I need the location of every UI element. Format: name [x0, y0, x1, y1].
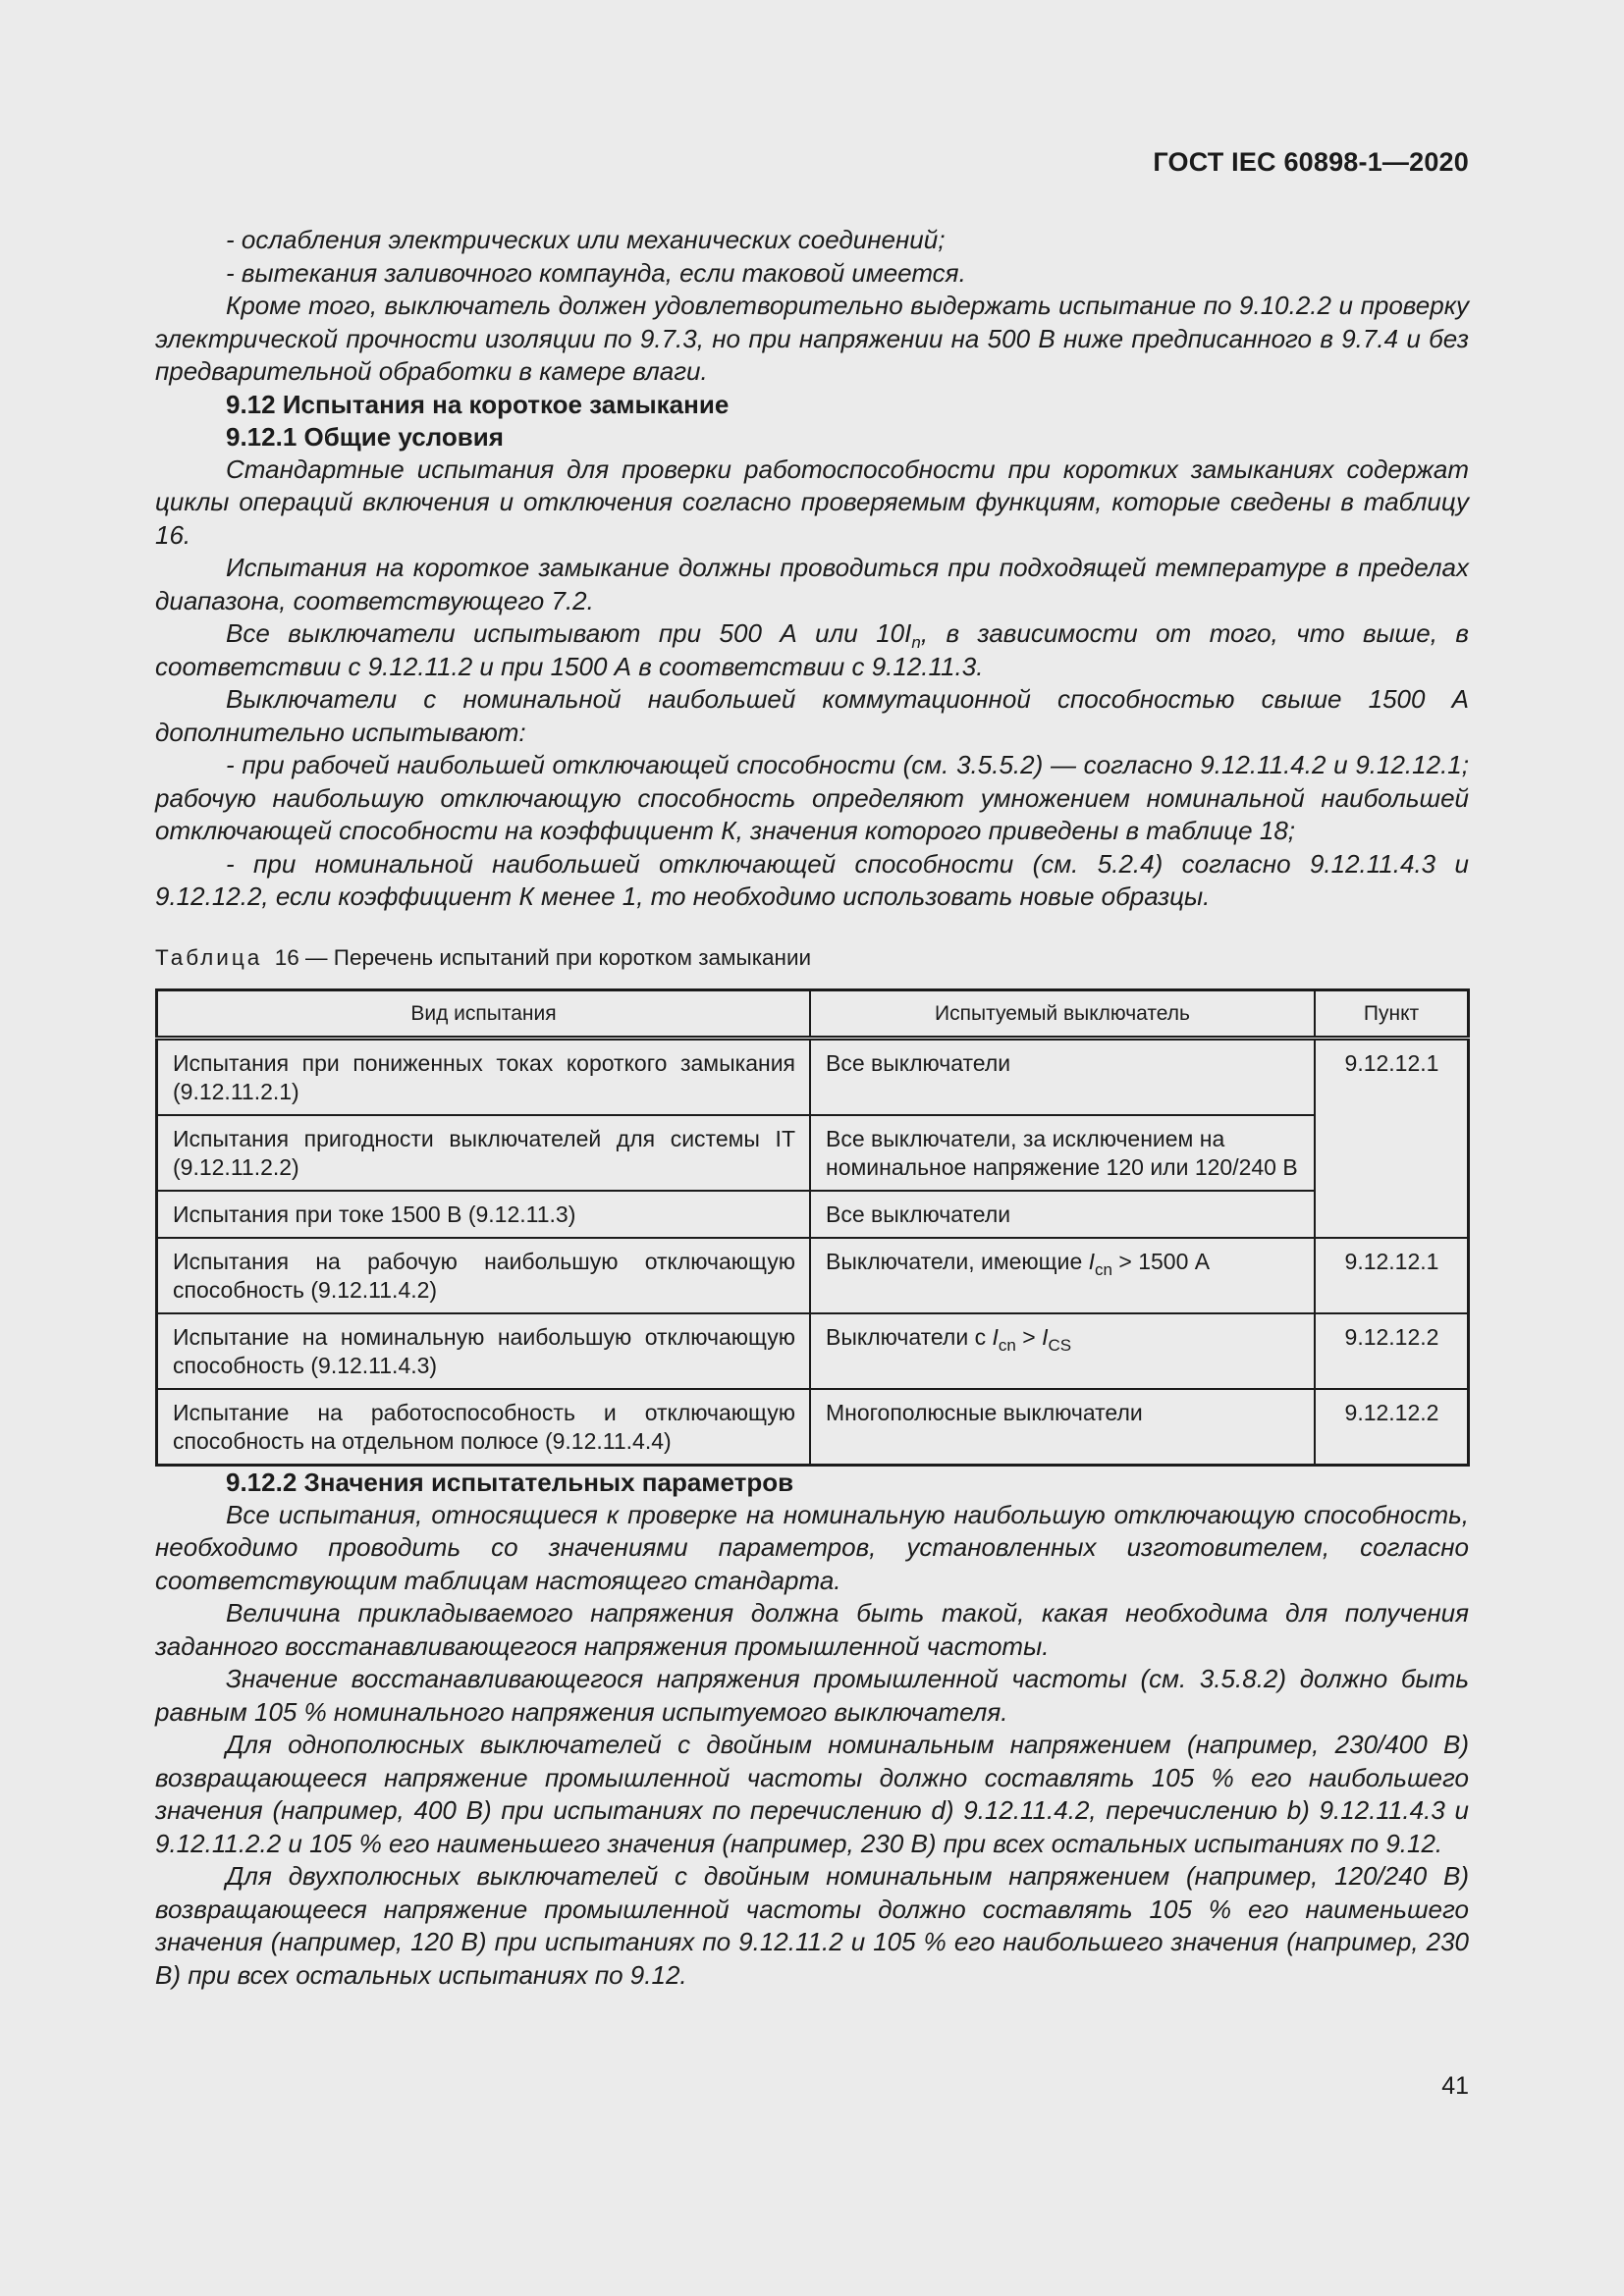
body-paragraph: Величина прикладываемого напряжения должна быть такой, какая необходима для получения заданного восстанавливающегося напряжения промышленной частоты. — [155, 1598, 1469, 1661]
subscript: cn — [998, 1335, 1016, 1355]
cell-device: Все выключатели — [810, 1191, 1315, 1238]
cell-clause: 9.12.12.2 — [1315, 1389, 1469, 1466]
text-fragment: > — [1015, 1323, 1043, 1350]
section-heading-9-12: 9.12 Испытания на короткое замыкание — [226, 389, 730, 419]
body-paragraph — [155, 617, 1469, 683]
column-header-clause: Пункт — [1315, 989, 1469, 1038]
body-paragraph: Испытания на короткое замыкание должны проводиться при подходящей температуре в пределах диапазона, соответствующего 7.2. — [155, 553, 1469, 615]
table-16 — [155, 988, 1470, 1467]
intro-paragraph: - ослабления электрических или механических соединений; — [226, 225, 946, 254]
text-fragment: Все выключатели испытывают при 500 А или 10I — [226, 618, 912, 648]
body-paragraph: Значение восстанавливающегося напряжения промышленной частоты (см. 3.5.8.2) должно быть равным 105 % номинального напряжения испытуемого выключателя. — [155, 1664, 1469, 1727]
page-number: 41 — [1441, 2072, 1469, 2100]
body-paragraph: - при рабочей наибольшей отключающей способности (см. 3.5.5.2) — согласно 9.12.11.4.2 и 9.12.12.1; рабочую наибольшую отключающую способность определяют умножением номинальной наибольшей отключающей способности на коэффициент К, значения которого приведены в таблице 18; — [155, 750, 1469, 845]
subscript: n — [911, 633, 921, 652]
cell-test-type: Испытания при пониженных токах короткого замыкания (9.12.11.2.1) — [157, 1038, 811, 1115]
cell-test-type: Испытания при токе 1500 В (9.12.11.3) — [157, 1191, 811, 1238]
body-paragraph: Все испытания, относящиеся к проверке на номинальную наибольшую отключающую способность, необходимо проводить со значениями параметров, установленных изготовителем, согласно соответствующим таблицам настоящего стандарта. — [155, 1499, 1469, 1595]
intro-paragraph: - вытекания заливочного компаунда, если таковой имеется. — [226, 257, 966, 288]
table-caption — [155, 943, 1469, 973]
symbol-i: I — [1088, 1248, 1096, 1274]
body-paragraph: Выключатели с номинальной наибольшей коммутационной способностью свыше 1500 А дополнительно испытывают: — [155, 684, 1469, 747]
table-row — [157, 1191, 1469, 1238]
document-code-header: ГОСТ IEC 60898-1—2020 — [1153, 147, 1469, 177]
cell-test-type: Испытания пригодности выключателей для системы IT (9.12.11.2.2) — [157, 1115, 811, 1191]
column-header-device: Испытуемый выключатель — [810, 989, 1315, 1038]
cell-test-type: Испытания на рабочую наибольшую отключающую способность (9.12.11.4.2) — [157, 1238, 811, 1313]
body-paragraph: Стандартные испытания для проверки работоспособности при коротких замыканиях содержат циклы операций включения и отключения согласно проверяемым функциям, которые сведены в таблицу 16. — [155, 454, 1469, 550]
symbol-i: I — [1042, 1323, 1049, 1350]
body-paragraph: Для двухполюсных выключателей с двойным номинальным напряжением (например, 120/240 В) возвращающееся напряжение промышленной частоты должно составлять 105 % его наименьшего значения (например, 120 В) при испытаниях по 9.12.11.2 и 105 % его наибольшего значения (например, 230 В) при всех остальных испытаниях по 9.12. — [155, 1861, 1469, 1990]
table-row — [157, 1389, 1469, 1466]
table-row — [157, 1038, 1469, 1115]
table-row — [157, 1115, 1469, 1191]
cell-test-type: Испытание на работоспособность и отключающую способность на отдельном полюсе (9.12.11.4.4) — [157, 1389, 811, 1466]
cell-device — [810, 1238, 1315, 1313]
table-caption-label: Таблица — [155, 944, 263, 970]
subsection-heading-9-12-1: 9.12.1 Общие условия — [226, 421, 504, 452]
text-fragment: Выключатели, имеющие — [826, 1248, 1089, 1274]
cell-test-type: Испытание на номинальную наибольшую отключающую способность (9.12.11.4.3) — [157, 1313, 811, 1389]
table-row — [157, 1238, 1469, 1313]
cell-device — [810, 1313, 1315, 1389]
cell-clause: 9.12.12.2 — [1315, 1313, 1469, 1389]
table-row — [157, 1313, 1469, 1389]
cell-device: Все выключатели, за исключением на номинальное напряжение 120 или 120/240 В — [810, 1115, 1315, 1191]
subscript: cn — [1095, 1259, 1112, 1279]
subsection-heading-9-12-2: 9.12.2 Значения испытательных параметров — [226, 1467, 794, 1497]
body-paragraph: - при номинальной наибольшей отключающей способности (см. 5.2.4) согласно 9.12.11.4.3 и 9.12.12.2, если коэффициент К менее 1, то необходимо использовать новые образцы. — [155, 848, 1469, 911]
body-paragraph: Для однополюсных выключателей с двойным номинальным напряжением (например, 230/400 В) возвращающееся напряжение промышленной частоты должно составлять 105 % его наибольшего значения (например, 400 В) при испытаниях по перечислению d) 9.12.11.4.2, перечислению b) 9.12.11.4.3 и 9.12.11.2.2 и 105 % его наименьшего значения (например, 230 В) при всех остальных испытаниях по 9.12. — [155, 1730, 1469, 1858]
symbol-i: I — [992, 1323, 999, 1350]
table-header-row — [157, 989, 1469, 1038]
intro-paragraph: Кроме того, выключатель должен удовлетворительно выдержать испытание по 9.10.2.2 и проверку электрической прочности изоляции по 9.7.3, но при напряжении на 500 В ниже предписанного в 9.7.4 и без предварительной обработки в камере влаги. — [155, 291, 1469, 386]
cell-clause: 9.12.12.1 — [1315, 1038, 1469, 1238]
cell-device: Многополюсные выключатели — [810, 1389, 1315, 1466]
page-content — [155, 224, 1469, 1992]
text-fragment: > 1500 А — [1112, 1248, 1211, 1274]
cell-clause: 9.12.12.1 — [1315, 1238, 1469, 1313]
text-fragment: , в зависимости от того, что выше, в соответствии с 9.12.11.2 и при 1500 А в соответствии с 9.12.11.3. — [155, 618, 1469, 681]
cell-device: Все выключатели — [810, 1038, 1315, 1115]
subscript: CS — [1048, 1335, 1072, 1355]
text-fragment: Выключатели с — [826, 1323, 993, 1350]
column-header-test-type: Вид испытания — [157, 989, 811, 1038]
table-caption-text: 16 — Перечень испытаний при коротком замыкании — [274, 944, 812, 970]
